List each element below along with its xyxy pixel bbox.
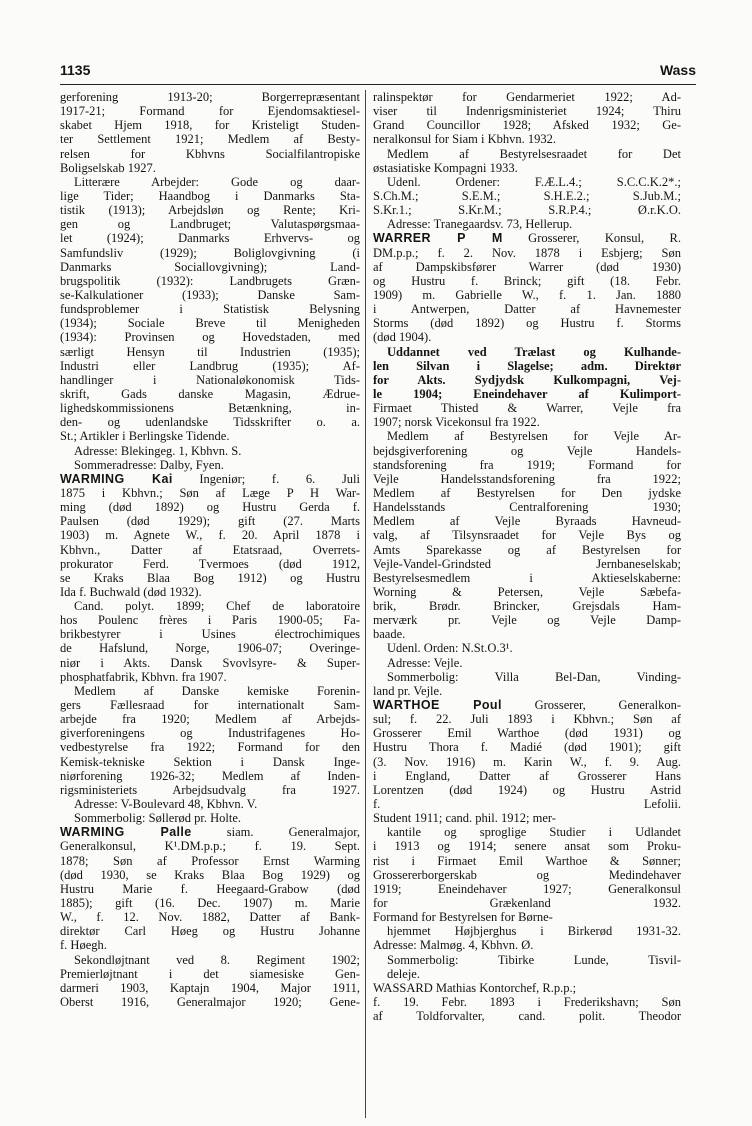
left-text-line: darmeri 1903, Kaptajn 1904, Major 1911, bbox=[60, 980, 360, 995]
right-text-line: standsforening fra 1919; Formand for bbox=[373, 457, 681, 472]
right-text-line: for Grækenland 1932. bbox=[373, 896, 681, 911]
right-text-line: Adresse: Malmøg. 4, Kbhvn. Ø. bbox=[373, 938, 534, 953]
left-text-line: Paulsen (død 1929); gift (27. Marts bbox=[60, 514, 360, 529]
right-text-line: Medlem af Vejle Byraads Havneud- bbox=[373, 514, 681, 529]
right-text-line: Vejle-Vandel-Grindsted Jernbaneselskab; bbox=[373, 556, 681, 571]
left-text-line: niørforening 1926-32; Medlem af Inden- bbox=[60, 768, 360, 783]
left-text-line: Kemisk-tekniske Sektion i Dansk Inge- bbox=[60, 754, 360, 769]
left-text-line: Cand. polyt. 1899; Chef de laboratoire bbox=[74, 599, 360, 614]
left-text-line: Sommerbolig: Søllerød pr. Holte. bbox=[74, 811, 242, 826]
left-text-line: WARMING Kai Ingeniør; f. 6. Juli bbox=[60, 471, 360, 486]
right-text-line: Sommerbolig: Tibirke Lunde, Tisvil- bbox=[387, 952, 681, 967]
right-text-line: Vejle Handelsstandsforening fra 1922; bbox=[373, 471, 681, 486]
left-text-line: Premierløjtnant i det siamesiske Gen- bbox=[60, 966, 360, 981]
left-text-line: se Kraks Blaa Bog 1912) og Hustru bbox=[60, 570, 360, 585]
left-text-line: 1885); gift (16. Dec. 1907) m. Marie bbox=[60, 896, 360, 911]
right-text-line: viser til Indenrigsministeriet 1924; Thiru bbox=[373, 104, 681, 119]
left-text-line: Hustru Marie f. Heegaard-Grabow (død bbox=[60, 881, 360, 896]
left-text-line: gerforening 1913-20; Borgerrepræsentant bbox=[60, 90, 360, 104]
right-text-line: bejdsgiverforening og Vejle Handels- bbox=[373, 443, 681, 458]
left-text-line: vedbestyrelse fra 1922; Formand for den bbox=[60, 740, 360, 755]
left-text-line: giverforeningens og Industrifagenes Ho- bbox=[60, 726, 360, 741]
left-text-line: (død 1930, se Kraks Blaa Bog 1929) og bbox=[60, 867, 360, 882]
right-text-line: rist i Firmaet Emil Warthoe & Sønner; bbox=[373, 853, 681, 868]
running-header bbox=[60, 60, 696, 85]
left-text-line: lige Tider; Haandbog i Danmarks Sta- bbox=[60, 188, 360, 203]
left-text-line: let (1924); Danmarks Erhvervs- og bbox=[60, 231, 360, 246]
right-text-line: deleje. bbox=[387, 966, 420, 981]
entry-headword: WARMING Kai bbox=[60, 471, 173, 486]
right-text-line: Medlem af Bestyrelsen for Den jydske bbox=[373, 485, 681, 500]
left-text-line: brugspolitik (1932): Landbrugets Græn- bbox=[60, 273, 360, 288]
right-text-line: WARRER P M Grosserer, Konsul, R. bbox=[373, 231, 681, 246]
right-text-line: S.Ch.M.; S.E.M.; S.H.E.2.; S.Jub.M.; bbox=[373, 188, 681, 203]
left-text-line: 1875 i Kbhvn.; Søn af Læge P H War- bbox=[60, 485, 360, 500]
right-text-line: 1907; norsk Vicekonsul fra 1922. bbox=[373, 415, 540, 430]
left-text-line: (1934); Sociale Breve til Menigheden bbox=[60, 316, 360, 331]
left-text-line: hos Poulenc frères i Paris 1900-05; Fa- bbox=[60, 613, 360, 628]
right-text-line: Handelsstands Centralforening 1930; bbox=[373, 500, 681, 515]
right-text-line: østasiatiske Kompagni 1933. bbox=[373, 160, 518, 175]
left-text-line: Adresse: V-Boulevard 48, Kbhvn. V. bbox=[74, 797, 258, 812]
left-text-line: ming (død 1892) og Hustru Gerda f. bbox=[60, 500, 360, 515]
right-text-line: Formand for Bestyrelsen for Børne- bbox=[373, 910, 553, 925]
left-text-line: niør i Akts. Dansk Svovlsyre- & Super- bbox=[60, 655, 360, 670]
right-text-line: brik, Brødr. Brincker, Grejsdals Ham- bbox=[373, 599, 681, 614]
guide-word: Wass bbox=[659, 62, 696, 78]
left-text-line: skrift, Gads danske Magasin, Ædrue- bbox=[60, 386, 360, 401]
left-text-line: Boligselskab 1927. bbox=[60, 160, 156, 175]
entry-headword: WARRER P M bbox=[373, 231, 503, 246]
left-text-line: skabet Hjem 1918, for Kristeligt Studen- bbox=[60, 118, 360, 133]
left-text-line: den- og udenlandske Tidsskrifter o. a. bbox=[60, 415, 360, 430]
right-text-line: Worning & Petersen, Vejle Sæbefa- bbox=[373, 584, 681, 599]
right-text-line: WASSARD Mathias Kontorchef, R.p.p.; bbox=[373, 980, 577, 995]
left-text-line: gers Fællesraad for internationalt Sam- bbox=[60, 698, 360, 713]
right-text-line: Adresse: Tranegaardsv. 73, Hellerup. bbox=[387, 217, 573, 232]
entry-headword: WARTHOE Poul bbox=[373, 698, 502, 713]
left-text-line: St.; Artikler i Berlingske Tidende. bbox=[60, 429, 230, 444]
right-text-line: Student 1911; cand. phil. 1912; mer- bbox=[373, 811, 556, 826]
right-text-line: le 1904; Eneindehaver af Kulimport- bbox=[373, 386, 681, 401]
left-text-line: Ida f. Buchwald (død 1932). bbox=[60, 584, 202, 599]
right-text-line: neralkonsul for Siam i Kbhvn. 1932. bbox=[373, 132, 556, 147]
right-text-line: Udenl. Orden: N.St.O.3¹. bbox=[387, 641, 513, 656]
page-number: 1135 bbox=[60, 62, 91, 78]
left-text-line: lighedskommissionens Betænkning, in- bbox=[60, 401, 360, 416]
right-text-line: Medlem af Bestyrelsen for Vejle Ar- bbox=[387, 429, 681, 444]
left-text-line: handlinger i Nationaløkonomisk Tids- bbox=[60, 372, 360, 387]
right-text-line: Amts Sparekasse og af Bestyrelsen for bbox=[373, 542, 681, 557]
right-text-line: ralinspektør for Gendarmeriet 1922; Ad- bbox=[373, 90, 681, 104]
left-text-line: 1917-21; Formand for Ejendomsaktiesel- bbox=[60, 104, 360, 119]
left-text-line: se-Kalkulationer (1933); Danske Sam- bbox=[60, 287, 360, 302]
left-text-line: ter Settlement 1921; Medlem af Besty- bbox=[60, 132, 360, 147]
right-text-line: Firmaet Thisted & Warrer, Vejle fra bbox=[373, 401, 681, 416]
right-text-line: i 1913 og 1914; senere ansat som Proku- bbox=[373, 839, 681, 854]
right-text-line: Grossererborgerskab og Medindehaver bbox=[373, 867, 681, 882]
right-text-line: Lorentzen (død 1924) og Hustru Astrid bbox=[373, 782, 681, 797]
right-text-line: f. Lefolii. bbox=[373, 797, 681, 812]
left-text-line: Industri eller Landbrug (1935); Af- bbox=[60, 358, 360, 373]
left-text-line: 1878; Søn af Professor Ernst Warming bbox=[60, 853, 360, 868]
left-text-line: prokurator Ferd. Tvermoes (død 1912, bbox=[60, 556, 360, 571]
left-text-line: fundsproblemer i Statistisk Belysning bbox=[60, 302, 360, 317]
right-text-line: i England, Datter af Grosserer Hans bbox=[373, 768, 681, 783]
right-text-line: (3. Nov. 1916) m. Karin W., f. 9. Aug. bbox=[373, 754, 681, 769]
right-text-line: Adresse: Vejle. bbox=[387, 655, 463, 670]
left-text-line: direktør Carl Høeg og Hustru Johanne bbox=[60, 924, 360, 939]
left-text-line: Sommeradresse: Dalby, Fyen. bbox=[74, 457, 224, 472]
right-text-line: Hustru Thora f. Madié (død 1901); gift bbox=[373, 740, 681, 755]
left-text-line: Samfundsliv (1929); Boliglovgivning (i bbox=[60, 245, 360, 260]
right-text-line: (død 1904). bbox=[373, 330, 432, 345]
right-text-line: len Silvan i Slagelse; adm. Direktør bbox=[373, 358, 681, 373]
right-text-line: af Toldforvalter, cand. polit. Theodor bbox=[373, 1009, 681, 1024]
right-text-line: Storms (død 1892) og Hustru f. Storms bbox=[373, 316, 681, 331]
left-text-line: WARMING Palle siam. Generalmajor, bbox=[60, 825, 360, 840]
left-text-line: W., f. 12. Nov. 1882, Datter af Bank- bbox=[60, 910, 360, 925]
right-text-line: Grosserer Emil Warthoe (død 1931) og bbox=[373, 726, 681, 741]
left-text-line: f. Høegh. bbox=[60, 938, 107, 953]
right-text-line: S.Kr.1.; S.Kr.M.; S.R.P.4.; Ø.r.K.O. bbox=[373, 203, 681, 218]
left-column bbox=[60, 90, 360, 1009]
right-text-line: Uddannet ved Trælast og Kulhande- bbox=[387, 344, 681, 359]
right-text-line: kantile og sproglige Studier i Udlandet bbox=[387, 825, 681, 840]
left-text-line: Medlem af Danske kemiske Forenin- bbox=[74, 683, 360, 698]
left-text-line: tistik (1913); Arbejdsløn og Rente; Kri- bbox=[60, 203, 360, 218]
left-text-line: Litterære Arbejder: Gode og daar- bbox=[74, 174, 360, 189]
left-text-line: brikbestyrer i Usines électrochimiques bbox=[60, 627, 360, 642]
right-text-line: Bestyrelsesmedlem i Aktieselskaberne: bbox=[373, 570, 681, 585]
left-text-line: de Hafslund, Norge, 1906-07; Overinge- bbox=[60, 641, 360, 656]
left-text-line: relsen for Kbhvns Socialfilantropiske bbox=[60, 146, 360, 161]
right-text-line: i Antwerpen, Datter af Havnemester bbox=[373, 302, 681, 317]
left-text-line: phosphatfabrik, Kbhvn. fra 1907. bbox=[60, 669, 227, 684]
left-text-line: Sekondløjtnant ved 8. Regiment 1902; bbox=[74, 952, 360, 967]
right-text-line: sul; f. 22. Juli 1893 i Kbhvn.; Søn af bbox=[373, 712, 681, 727]
left-text-line: rigsministeriets Arbejdsudvalg fra 1927. bbox=[60, 782, 360, 797]
left-text-line: arbejde fra 1920; Medlem af Arbejds- bbox=[60, 712, 360, 727]
right-text-line: Udenl. Ordener: F.Æ.L.4.; S.C.C.K.2*.; bbox=[387, 174, 681, 189]
column-rule bbox=[365, 90, 366, 1118]
right-text-line: 1919; Eneindehaver 1927; Generalkonsul bbox=[373, 881, 681, 896]
right-text-line: Sommerbolig: Villa Bel-Dan, Vinding- bbox=[387, 669, 681, 684]
right-text-line: f. 19. Febr. 1893 i Frederikshavn; Søn bbox=[373, 995, 681, 1009]
left-text-line: Adresse: Blekingeg. 1, Kbhvn. S. bbox=[74, 443, 242, 458]
right-text-line: valg, af Tilsynsraadet for Vejle Bys og bbox=[373, 528, 681, 543]
right-text-line: WARTHOE Poul Grosserer, Generalkon- bbox=[373, 698, 681, 713]
right-text-line: DM.p.p.; f. 2. Nov. 1878 i Esbjerg; Søn bbox=[373, 245, 681, 260]
right-column bbox=[373, 90, 681, 1023]
entry-headword: WARMING Palle bbox=[60, 825, 192, 840]
right-text-line: land pr. Vejle. bbox=[373, 683, 443, 698]
right-text-line: Grand Councillor 1928; Afsked 1932; Ge- bbox=[373, 118, 681, 133]
left-text-line: særligt Hensyn til Industrien (1935); bbox=[60, 344, 360, 359]
right-text-line: og Hustru f. Brinck; gift (18. Febr. bbox=[373, 273, 681, 288]
right-text-line: Medlem af Bestyrelsesraadet for Det bbox=[387, 146, 681, 161]
left-text-line: 1903) m. Agnete W., f. 20. April 1878 i bbox=[60, 528, 360, 543]
right-text-line: hjemmet Højbjerghus i Birkerød 1931-32. bbox=[387, 924, 681, 939]
left-text-line: Kbhvn., Datter af Etatsraad, Overrets- bbox=[60, 542, 360, 557]
right-text-line: baade. bbox=[373, 627, 406, 642]
left-text-line: Oberst 1916, Generalmajor 1920; Gene- bbox=[60, 995, 360, 1009]
right-text-line: merværk pr. Vejle og Vejle Damp- bbox=[373, 613, 681, 628]
right-text-line: af Dampskibsfører Warrer (død 1930) bbox=[373, 259, 681, 274]
right-text-line: 1909) m. Gabrielle W., f. 1. Jan. 1880 bbox=[373, 287, 681, 302]
left-text-line: gen og Landbruget; Valutaspørgsmaa- bbox=[60, 217, 360, 232]
left-text-line: Danmarks Sociallovgivning); Land- bbox=[60, 259, 360, 274]
left-text-line: Generalkonsul, K¹.DM.p.p.; f. 19. Sept. bbox=[60, 839, 360, 854]
right-text-line: for Akts. Sydjydsk Kulkompagni, Vej- bbox=[373, 372, 681, 387]
left-text-line: (1934): Provinsen og Hovedstaden, med bbox=[60, 330, 360, 345]
